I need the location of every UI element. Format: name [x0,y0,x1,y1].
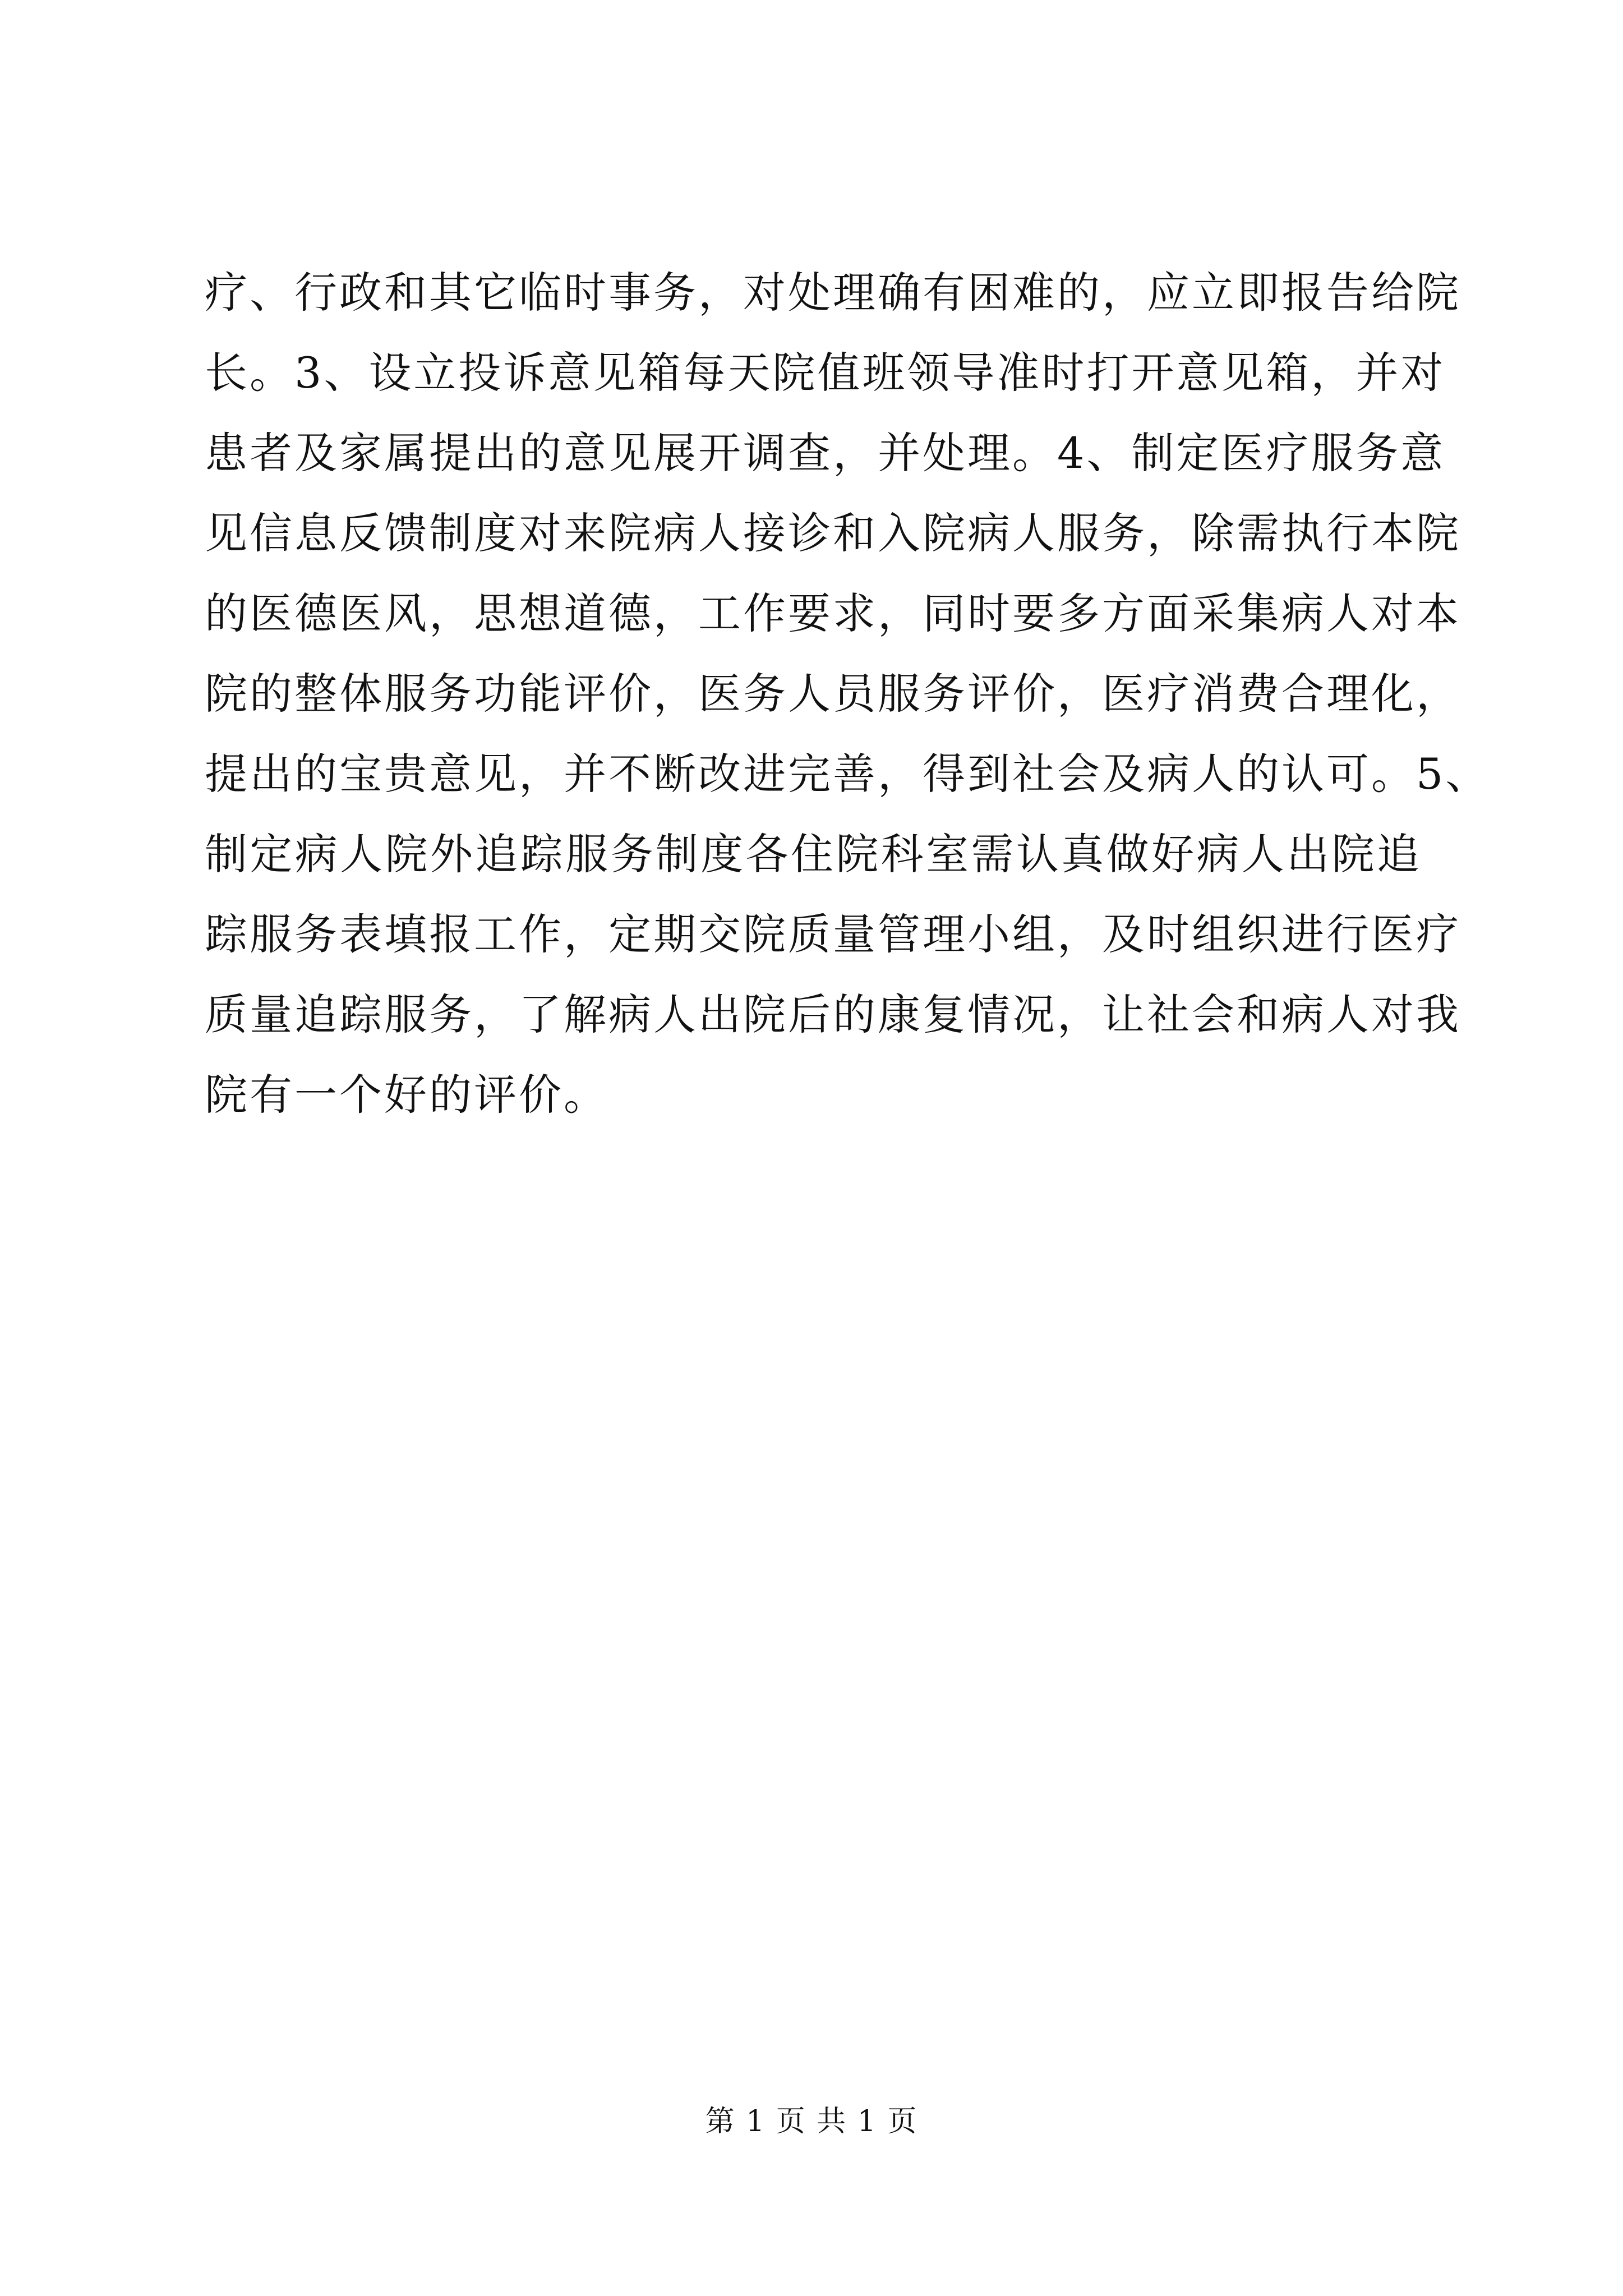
paragraph-line: 制定病人院外追踪服务制度各住院科室需认真做好病人出院追 [205,829,1422,879]
paragraph-line: 院有一个好的评价。 [205,1070,608,1120]
paragraph-line: 提出的宝贵意见，并不断改进完善，得到社会及病人的认可。5、 [205,749,1491,799]
paragraph-line: 院的整体服务功能评价，医务人员服务评价，医疗消费合理化， [205,669,1461,719]
page-number-footer: 第 1 页 共 1 页 [705,2105,918,2138]
paragraph-line: 长。3、设立投诉意见箱每天院值班领导准时打开意见箱，并对 [205,348,1446,398]
paragraph-line: 质量追踪服务，了解病人出院后的康复情况，让社会和病人对我 [205,990,1461,1039]
paragraph-line: 的医德医风，思想道德，工作要求，同时要多方面采集病人对本 [205,588,1461,638]
paragraph-line: 患者及家属提出的意见展开调查，并处理。4、制定医疗服务意 [205,428,1446,478]
paragraph-line: 踪服务表填报工作，定期交院质量管理小组，及时组织进行医疗 [205,909,1461,959]
paragraph-line: 见信息反馈制度对来院病人接诊和入院病人服务，除需执行本院 [205,508,1461,558]
paragraph-line: 疗、行政和其它临时事务，对处理确有困难的，应立即报告给院 [205,268,1461,318]
body-paragraph [205,252,1491,1135]
